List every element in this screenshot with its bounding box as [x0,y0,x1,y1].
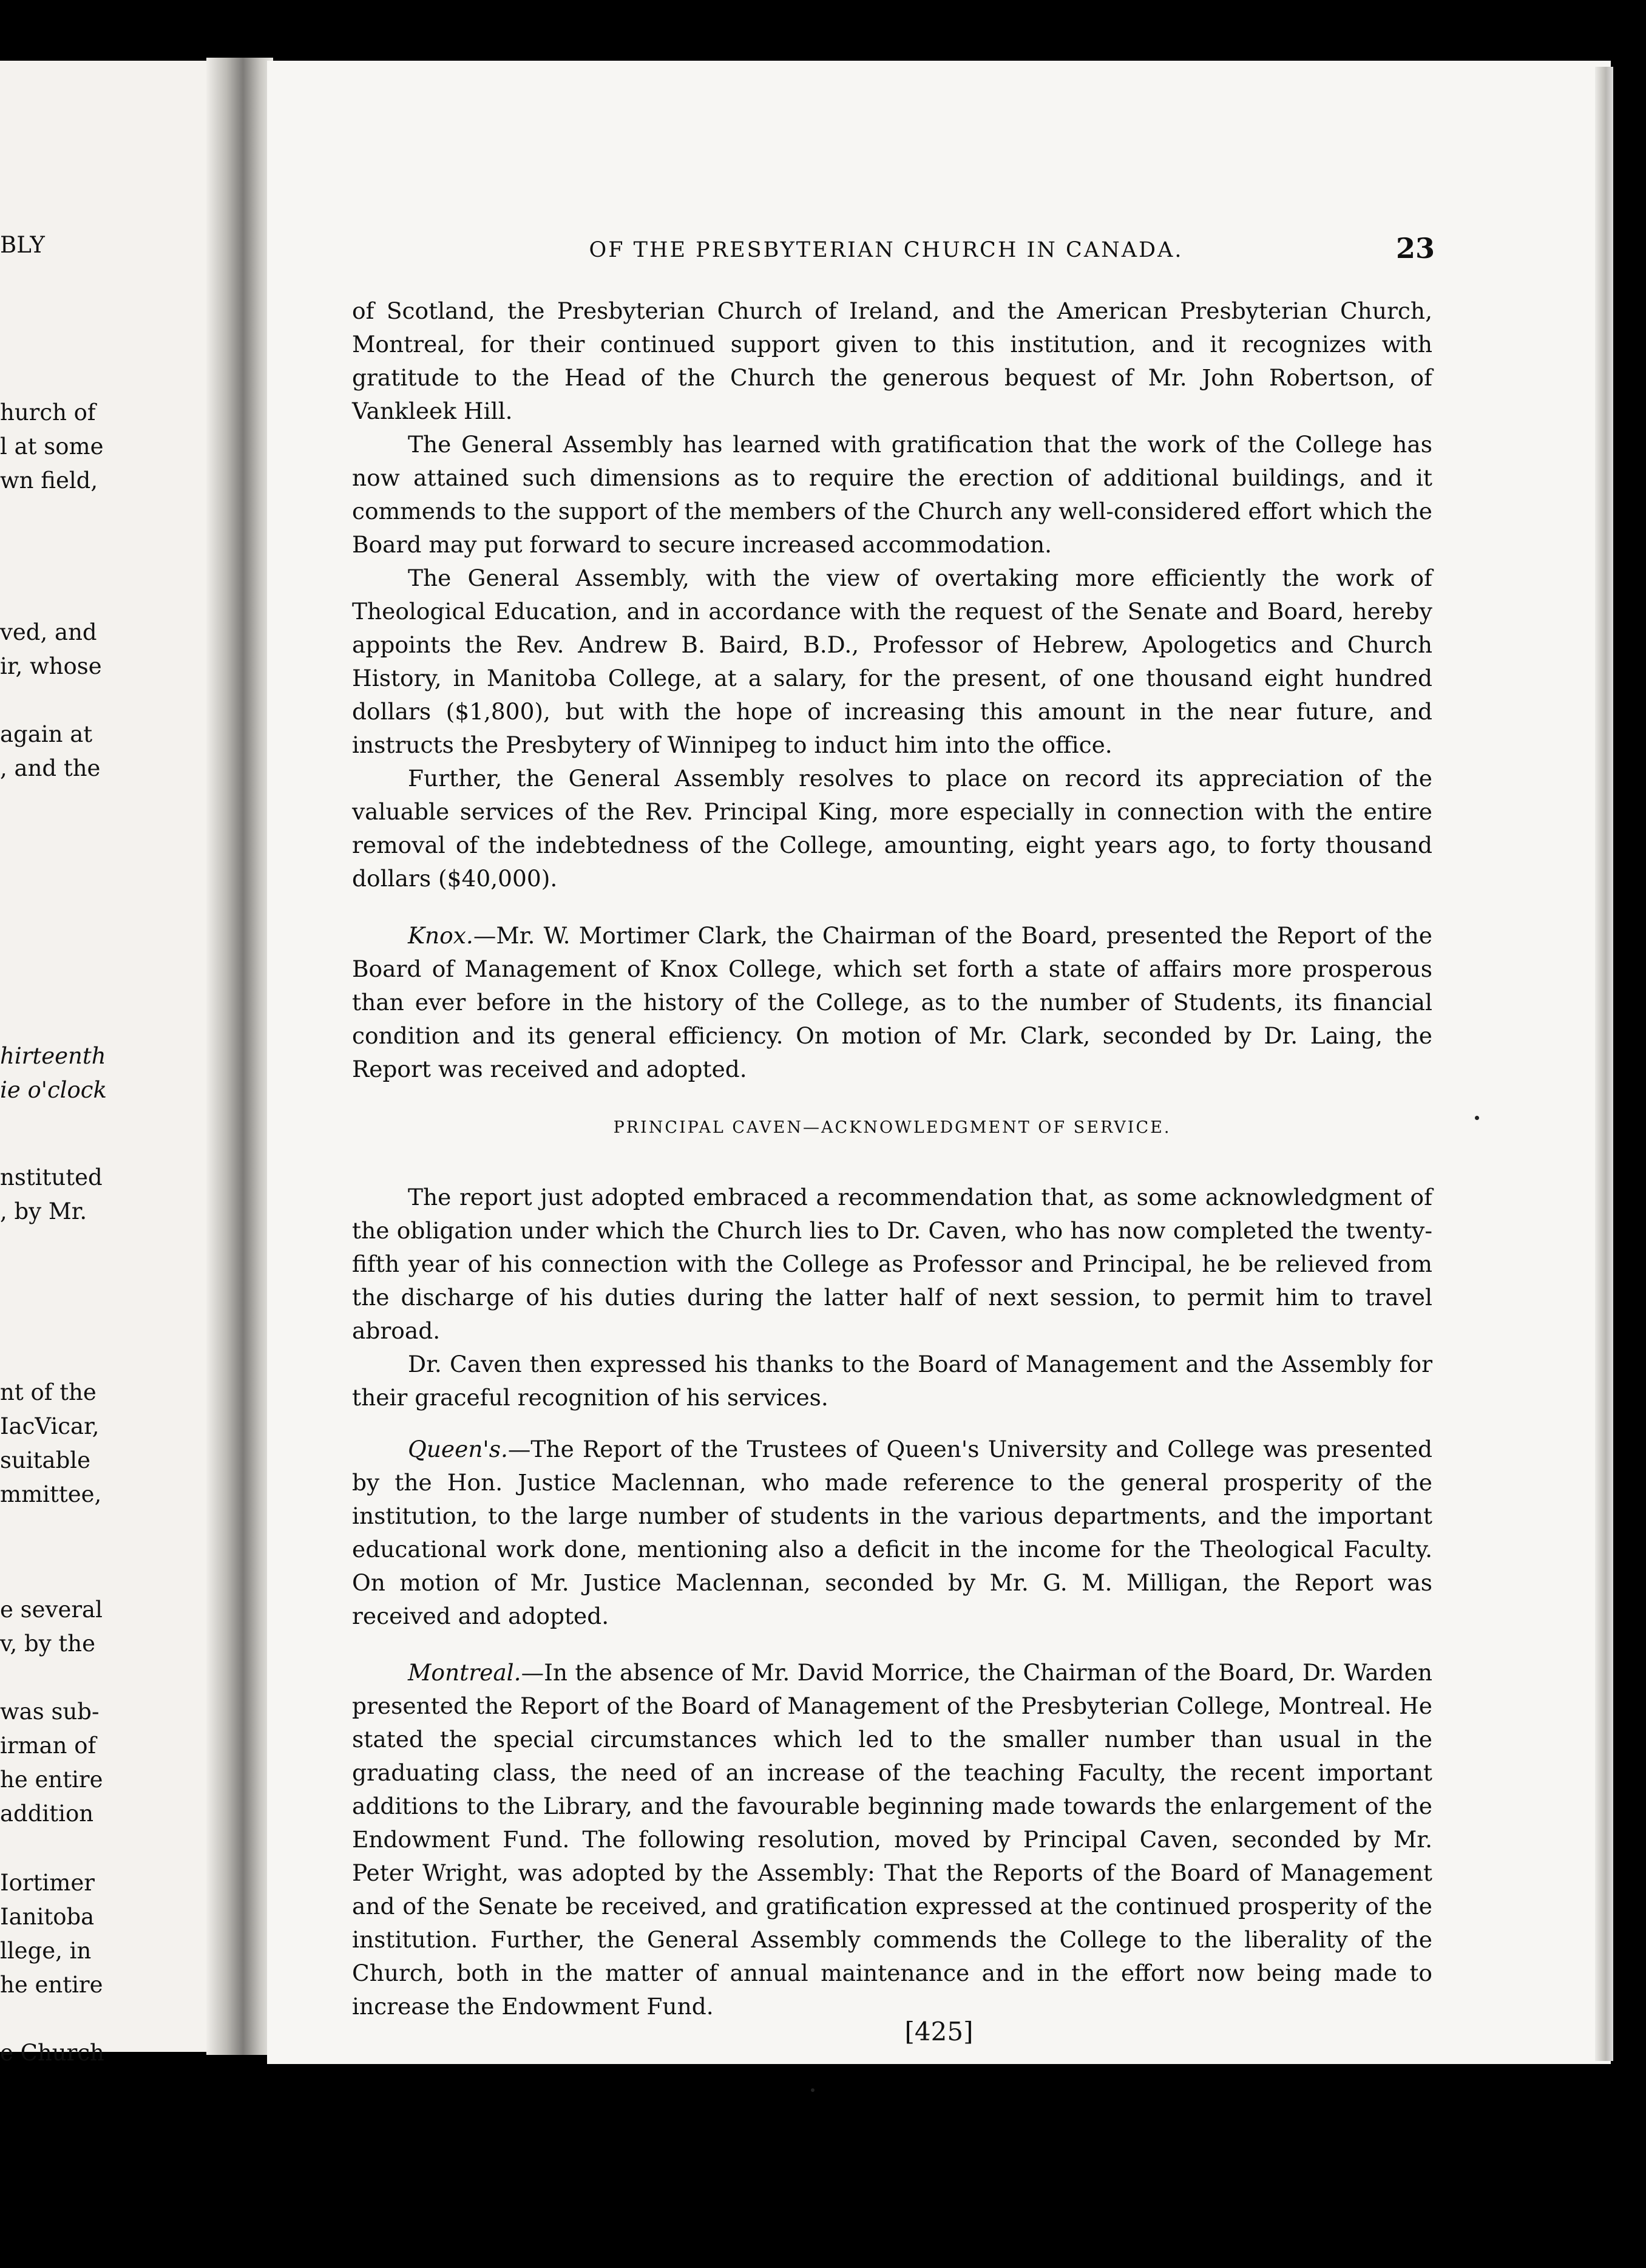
left-page-line: IacVicar, [0,1413,100,1439]
left-page-line: Ianitoba [0,1904,95,1930]
left-page-line: ir, whose [0,653,102,679]
left-page-line: Iortimer [0,1870,95,1896]
queens-report-block [352,1433,1432,1633]
left-page-line: again at [0,721,93,747]
paragraph [352,1656,1432,2023]
ink-speck [1475,1116,1479,1120]
principal-caven-block [352,1181,1432,1414]
book-gutter [206,58,273,2055]
paragraph-lead: Knox. [408,922,473,949]
left-page-line: llege, in [0,1938,92,1964]
paragraph-lead: Montreal. [408,1659,521,1686]
paragraph-text: —The Report of the Trustees of Queen's University and College was presented by the Hon. Justice Maclennan, who made reference to the general prosperity of the institution, to the large number of students in the various departments, and the important educational work done, mentioning also a deficit in the income for the Theological Faculty. On motion of Mr. Justice Maclennan, seconded by Mr. G. M. Milligan, the Report was received and adopted. [352,1436,1432,1629]
left-page [0,61,226,2066]
left-page-line: suitable [0,1447,90,1473]
left-page-line: was sub- [0,1699,100,1725]
left-page-line: addition [0,1801,94,1827]
section-heading: PRINCIPAL CAVEN—ACKNOWLEDGMENT OF SERVICE. [613,1118,1171,1137]
left-page-line: ie o'clock [0,1077,107,1103]
ink-speck [811,2088,815,2092]
page-edge [1595,67,1613,2061]
left-page-line: nt of the [0,1379,97,1405]
footer-folio: [425] [904,2017,974,2046]
paragraph-text: —In the absence of Mr. David Morrice, the Chairman of the Board, Dr. Warden presented the Report of the Board of Management of the Presbyterian College, Montreal. He stated the special circumstances which led to the smaller number than usual in the graduating class, the need of an increase of the teaching Faculty, the recent important additions to the Library, and the favourable beginning made towards the enlargement of the Endowment Fund. The following resolution, moved by Principal Caven, seconded by Mr. Peter Wright, was adopted by the Assembly: That the Reports of the Board of Management and of the Senate be received, and gratification expressed at the continued prosperity of the institution. Further, the General Assembly commends the College to the liberality of the Church, both in the matter of annual maintenance and in the effort now being made to increase the Endowment Fund. [352,1659,1432,2020]
left-page-line: BLY [0,232,45,258]
paragraph [352,1433,1432,1633]
left-page-line: nstituted [0,1164,103,1190]
running-header-title: OF THE PRESBYTERIAN CHURCH IN CANADA. [589,238,1184,262]
left-page-line: he entire [0,1767,103,1793]
paragraph: The General Assembly has learned with gratification that the work of the College has now attained such dimensions as to require the erection of additional buildings, and it commends to the support of the members of the Church any well-considered effort which the Board may put forward to secure increased accommodation. [352,431,1432,558]
paragraph-text: —Mr. W. Mortimer Clark, the Chairman of the Board, presented the Report of the Board of Management of Knox College, which set forth a state of affairs more prosperous than ever before in the history of the College, as to the number of Students, its financial condition and its general efficiency. On motion of Mr. Clark, seconded by Dr. Laing, the Report was received and adopted. [352,922,1432,1082]
left-page-line: hurch of [0,399,96,426]
right-page [267,61,1611,2064]
paragraph: The General Assembly, with the view of overtaking more efficiently the work of Theological Education, and in accordance with the request of the Senate and Board, hereby appoints the Rev. Andrew B. Baird, B.D., Professor of Hebrew, Apologetics and Church History, in Manitoba College, at a salary, for the present, of one thousand eight hundred dollars ($1,800), but with the hope of increasing this amount in the near future, and instructs the Presbytery of Winnipeg to induct him into the office. [352,565,1432,758]
left-page-line: mmittee, [0,1481,102,1507]
paragraph: Further, the General Assembly resolves to place on record its appreciation of the valuable services of the Rev. Principal King, more especially in connection with the entire removal of the indebtedness of the College, amounting, eight years ago, to forty thousand dollars ($40,000). [352,765,1432,892]
paragraph-lead: Queen's. [408,1436,508,1462]
montreal-report-block [352,1656,1432,2023]
left-page-line: he entire [0,1972,103,1998]
page-number: 23 [1396,232,1435,265]
running-header [267,232,1611,266]
knox-report-block [352,919,1432,1086]
paragraph [352,919,1432,1086]
paragraph: of Scotland, the Presbyterian Church of Ireland, and the American Presbyterian Church, Montreal, for their continued support given to this institution, and it recognizes with gratitude to the Head of the Church the generous bequest of Mr. John Robertson, of Vankleek Hill. [352,297,1432,424]
paragraph: Dr. Caven then expressed his thanks to the Board of Management and the Assembly for their graceful recognition of his services. [352,1351,1432,1411]
left-page-line: e several [0,1597,103,1623]
left-page-line: ved, and [0,619,97,645]
left-page-line: wn field, [0,467,98,494]
left-page-line: hirteenth [0,1043,106,1069]
left-page-line: , and the [0,755,101,781]
college-resolutions-block [352,294,1432,895]
left-page-line: irman of [0,1733,97,1759]
left-page-line: l at some [0,433,104,460]
left-page-line: e Church [0,2040,104,2066]
paragraph: The report just adopted embraced a recommendation that, as some acknowledgment of the obligation under which the Church lies to Dr. Caven, who has now completed the twenty-fifth year of his connection with the College as Professor and Principal, he be relieved from the discharge of his duties during the latter half of next session, to permit him to travel abroad. [352,1184,1432,1344]
left-page-line: , by Mr. [0,1198,87,1224]
left-page-line: v, by the [0,1631,95,1657]
